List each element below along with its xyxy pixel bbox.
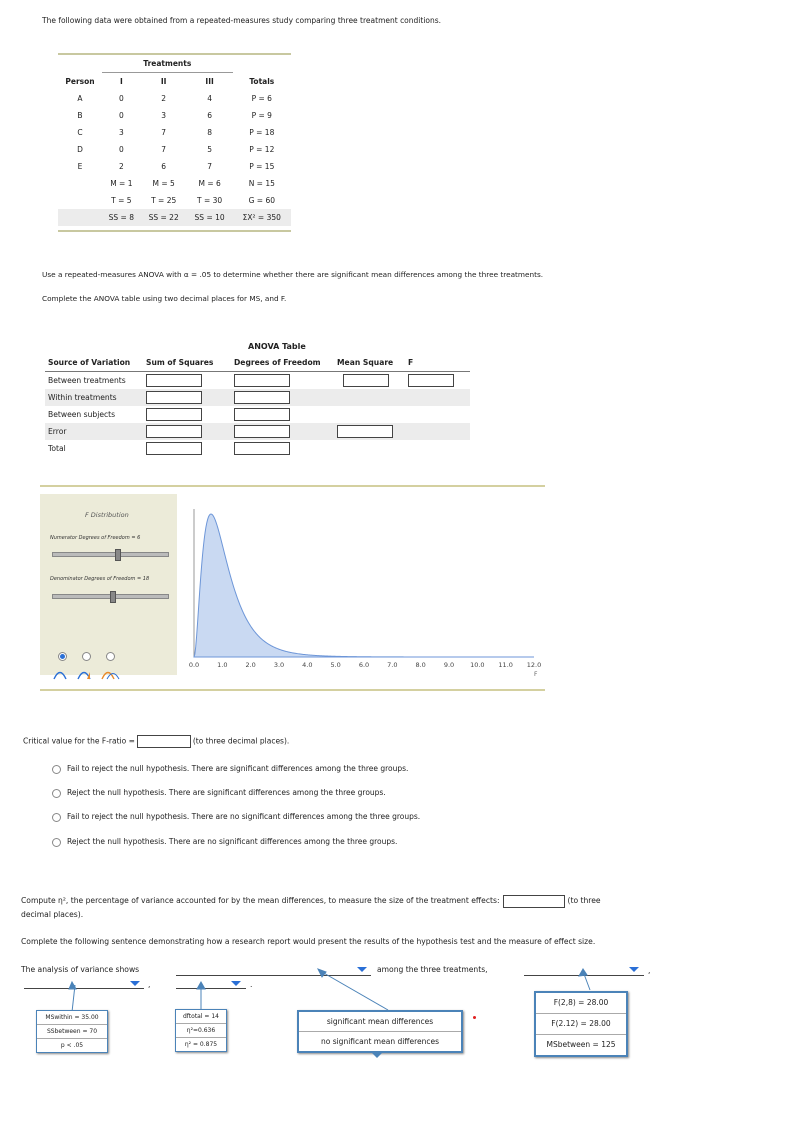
table-cell: SS = 22: [141, 209, 187, 226]
ss-total-input[interactable]: [146, 442, 202, 455]
table-cell: D: [77, 145, 83, 154]
x-tick-label: 6.0: [358, 661, 370, 669]
option-1-label: Fail to reject the null hypothesis. There are significant differences among the three groups.: [67, 764, 409, 773]
table-cell: [58, 209, 102, 226]
widget-controls-panel: [40, 494, 177, 675]
eta-squared-row: [21, 894, 751, 921]
option-4-radio[interactable]: [52, 838, 61, 847]
table-cell: M = 6: [198, 179, 221, 188]
table-row: [58, 141, 291, 158]
summary-row: [58, 175, 291, 192]
row-error: Error: [45, 423, 143, 440]
table-cell: [58, 192, 102, 209]
table-cell: M = 5: [152, 179, 175, 188]
table-cell: N = 15: [248, 179, 275, 188]
table-cell: G = 60: [248, 196, 275, 205]
x-tick-label: 10.0: [470, 661, 485, 669]
f-distribution-plot: [177, 494, 545, 679]
df-total-input[interactable]: [234, 442, 290, 455]
col-totals: Totals: [249, 76, 275, 86]
widget-bottom-rule: [40, 689, 545, 691]
option-4-label: Reject the null hypothesis. There are no significant differences among the three groups.: [67, 837, 398, 846]
col-i: I: [119, 77, 123, 86]
table-row: [58, 158, 291, 175]
x-tick-label: 3.0: [273, 661, 285, 669]
critical-value-row: [23, 735, 289, 748]
ms-between-input[interactable]: [343, 374, 389, 387]
table-cell: T = 5: [111, 196, 132, 205]
table-cell: [58, 175, 102, 192]
dropdown-b-option-3[interactable]: η² = 0.875: [184, 1041, 218, 1048]
dropdown-a-option-1[interactable]: MSwithin = 35.00: [37, 1011, 107, 1025]
denominator-df-label: Denominator Degrees of Freedom = 18: [50, 576, 150, 582]
row-total: Total: [48, 444, 66, 453]
x-axis-label: F: [534, 671, 538, 678]
required-marker: [473, 1016, 476, 1019]
table-cell: T = 30: [197, 196, 223, 205]
dropdown-a-options: [36, 1010, 108, 1053]
anova-title: ANOVA Table: [248, 342, 306, 351]
eta-suffix-b: decimal places).: [21, 909, 84, 919]
eta-squared-input[interactable]: [503, 895, 565, 908]
summary-row: [58, 209, 291, 226]
table-row: [58, 90, 291, 107]
df-within-input[interactable]: [234, 391, 290, 404]
table-cell: C: [77, 128, 83, 137]
period: .: [250, 980, 253, 989]
treatments-label: Treatments: [102, 55, 233, 73]
comma-2: ,: [148, 980, 151, 989]
dropdown-c-option-2[interactable]: no significant mean differences: [320, 1037, 440, 1046]
table-cell: 0: [118, 94, 124, 103]
table-cell: 8: [207, 128, 212, 137]
widget-top-rule: [40, 485, 545, 487]
numerator-df-thumb[interactable]: [115, 549, 121, 561]
table-cell: T = 25: [151, 196, 177, 205]
table-cell: SS = 10: [187, 209, 233, 226]
col-iii: III: [205, 77, 214, 86]
table-cell: 7: [161, 128, 167, 137]
table-cell: P = 6: [251, 94, 272, 103]
df-subjects-input[interactable]: [234, 408, 290, 421]
anova-table: [45, 355, 470, 457]
dropdown-b-option-2[interactable]: η²=0.636: [176, 1024, 226, 1038]
table-cell: A: [77, 94, 83, 103]
x-tick-label: 2.0: [245, 661, 256, 669]
table-cell: P = 9: [251, 111, 272, 120]
x-tick-label: 0.0: [188, 661, 200, 669]
col-person: Person: [65, 76, 95, 86]
dropdown-c-pointer: [371, 1052, 383, 1060]
view-radio-2[interactable]: [82, 652, 91, 661]
ss-within-input[interactable]: [146, 391, 202, 404]
dropdown-d-option-1[interactable]: F(2,8) = 28.00: [536, 993, 626, 1014]
option-1[interactable]: [52, 764, 408, 774]
view-icons: [52, 666, 124, 680]
dropdown-b-option-1[interactable]: dftotal = 14: [176, 1010, 226, 1024]
dropdown-b-options: [175, 1009, 227, 1052]
prompt-anova: Use a repeated-measures ANOVA with α = .05 to determine whether there are significant mean differences among the three treatments.: [42, 270, 544, 279]
x-tick-label: 1.0: [217, 661, 228, 669]
f-ratio-input[interactable]: [408, 374, 454, 387]
option-2-radio[interactable]: [52, 789, 61, 798]
table-cell: 5: [207, 145, 212, 154]
option-3-radio[interactable]: [52, 813, 61, 822]
table-cell: 0: [118, 111, 124, 120]
f-density-curve: [194, 514, 534, 657]
view-radio-3[interactable]: [106, 652, 115, 661]
comma-1: ,: [648, 966, 651, 975]
row-within-treatments: Within treatments: [45, 389, 143, 406]
row-between-subjects: Between subjects: [48, 410, 116, 419]
table-cell: 7: [161, 145, 167, 154]
df-error-input[interactable]: [234, 425, 290, 438]
fdist-title: F Distribution: [85, 511, 129, 519]
option-1-radio[interactable]: [52, 765, 61, 774]
ss-error-input[interactable]: [146, 425, 202, 438]
x-tick-labels: [189, 661, 541, 669]
table-cell: E: [77, 162, 83, 171]
col-ii: II: [160, 77, 167, 86]
anova-col-source: Source of Variation: [45, 355, 143, 372]
view-radio-1[interactable]: [58, 652, 67, 661]
table-row: [58, 124, 291, 141]
df-between-input[interactable]: [234, 374, 290, 387]
x-tick-label: 4.0: [302, 661, 313, 669]
table-cell: 2: [118, 162, 124, 171]
table-cell: 6: [207, 111, 212, 120]
dropdown-c-options: [297, 1010, 463, 1053]
ms-error-input[interactable]: [337, 425, 393, 438]
table-cell: 3: [118, 128, 124, 137]
table-cell: 4: [207, 94, 212, 103]
x-tick-label: 8.0: [415, 661, 426, 669]
table-cell: 2: [161, 94, 167, 103]
option-2-label: Reject the null hypothesis. There are significant differences among the three groups.: [67, 788, 386, 797]
x-tick-label: 11.0: [498, 661, 513, 669]
critical-label: Critical value for the F-ratio =: [23, 736, 135, 746]
anova-col-df: Degrees of Freedom: [231, 355, 334, 372]
sentence-prompt: Complete the following sentence demonstrating how a research report would present the results of the hypothesis test and the measure of effect size.: [21, 937, 596, 946]
table-cell: ΣX² = 350: [233, 209, 291, 226]
eta-label: Compute η², the percentage of variance accounted for by the mean differences, to measure the size of the treatment effects:: [21, 896, 500, 905]
numerator-df-label: Numerator Degrees of Freedom = 6: [50, 535, 141, 541]
numerator-df-slider[interactable]: [52, 552, 169, 557]
dropdown-d-option-3[interactable]: MSbetween = 125: [546, 1040, 616, 1049]
dropdown-a-option-2[interactable]: SSbetween = 70: [37, 1025, 107, 1039]
x-tick-label: 5.0: [330, 661, 341, 669]
table-cell: 7: [207, 162, 212, 171]
ss-subjects-input[interactable]: [146, 408, 202, 421]
anova-col-ss: Sum of Squares: [143, 355, 231, 372]
table-cell: 3: [161, 111, 167, 120]
summary-row: [58, 192, 291, 209]
table-cell: M = 1: [110, 179, 133, 188]
option-4[interactable]: [52, 837, 397, 847]
option-2[interactable]: [52, 788, 386, 798]
denominator-df-slider[interactable]: [52, 594, 169, 599]
x-tick-label: 9.0: [443, 661, 455, 669]
table-cell: SS = 8: [102, 209, 141, 226]
f-distribution-widget: [40, 485, 545, 691]
ss-between-input[interactable]: [146, 374, 202, 387]
prompt-decimals: Complete the ANOVA table using two decimal places for MS, and F.: [42, 294, 287, 303]
table-cell: 0: [118, 145, 124, 154]
eta-suffix-a: (to three: [567, 896, 601, 905]
table-cell: P = 18: [249, 128, 275, 137]
one-tail-icon: [54, 673, 66, 680]
analysis-start: The analysis of variance shows: [21, 965, 140, 974]
table-row: [58, 107, 291, 124]
analysis-middle: among the three treatments,: [377, 965, 488, 974]
table-cell: P = 15: [249, 162, 275, 171]
option-3-label: Fail to reject the null hypothesis. There are no significant differences among the three groups.: [67, 812, 421, 821]
x-tick-label: 7.0: [387, 661, 398, 669]
data-table: [58, 53, 291, 232]
dropdown-a-option-3[interactable]: p < .05: [60, 1042, 84, 1049]
critical-suffix: (to three decimal places).: [192, 736, 290, 746]
table-cell: 6: [161, 162, 167, 171]
intro-text: The following data were obtained from a repeated-measures study comparing three treatment conditions.: [42, 16, 442, 25]
x-tick-label: 12.0: [526, 661, 542, 669]
table-cell: B: [77, 111, 83, 120]
anova-col-ms: Mean Square: [334, 355, 405, 372]
dropdown-c-option-1[interactable]: significant mean differences: [299, 1012, 461, 1032]
row-between-treatments: Between treatments: [48, 376, 126, 385]
dropdown-d-option-2[interactable]: F(2.12) = 28.00: [536, 1014, 626, 1035]
critical-value-input[interactable]: [137, 735, 191, 748]
table-cell: P = 12: [249, 145, 275, 154]
denominator-df-thumb[interactable]: [110, 591, 116, 603]
anova-col-f: F: [405, 355, 470, 372]
dropdown-d-options: [534, 991, 628, 1057]
option-3[interactable]: [52, 812, 420, 822]
